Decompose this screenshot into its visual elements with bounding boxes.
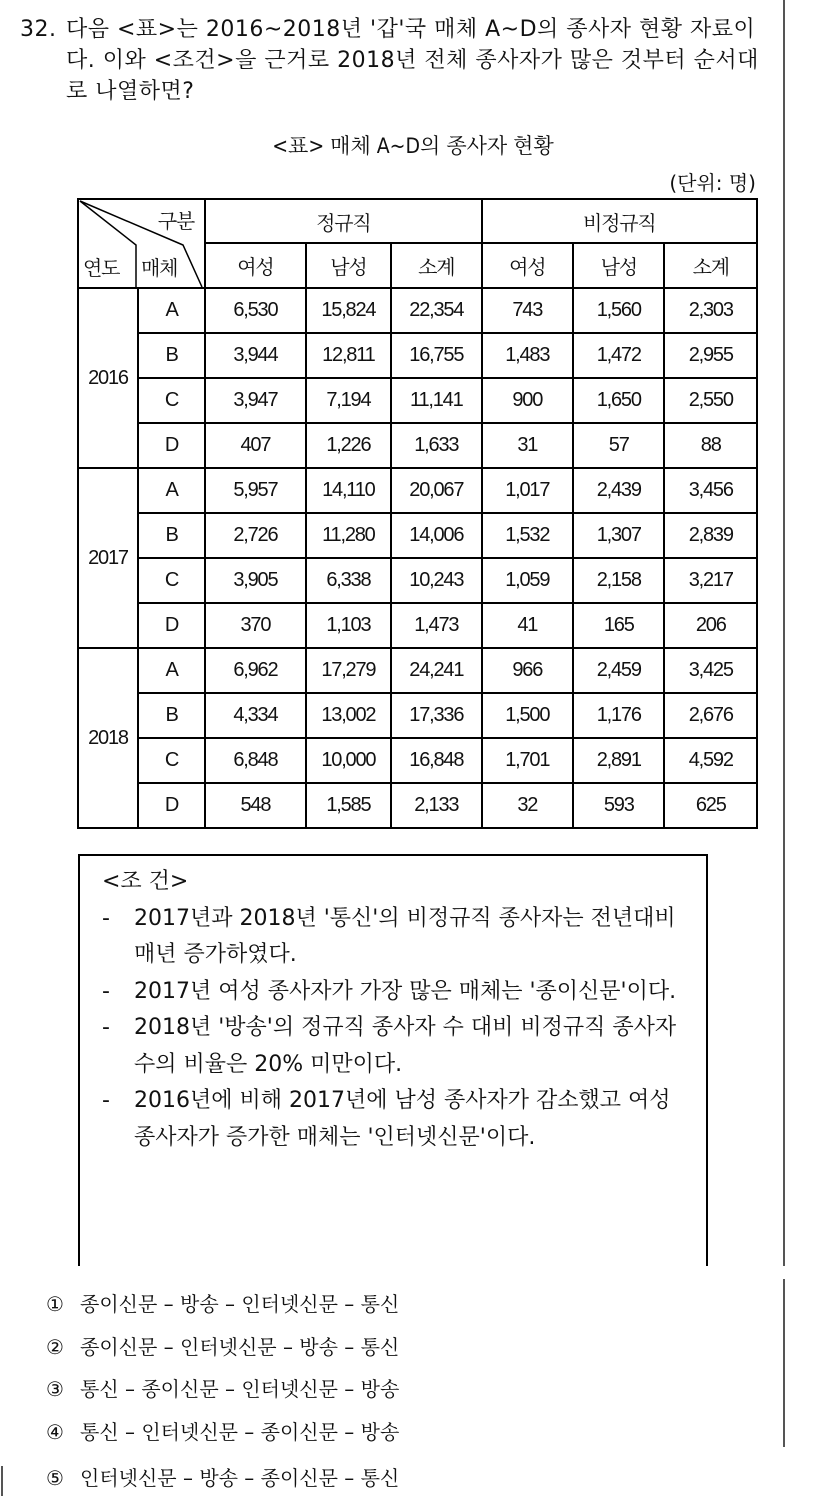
value-cell: 4,334 [205, 693, 306, 738]
value-cell: 17,279 [306, 648, 391, 693]
media-cell: C [138, 738, 205, 783]
value-cell: 22,354 [391, 288, 481, 333]
value-cell: 6,338 [306, 558, 391, 603]
value-cell: 14,006 [391, 513, 481, 558]
value-cell: 10,243 [391, 558, 481, 603]
table-title: <표> 매체 A~D의 종사자 현황 [272, 134, 554, 158]
value-cell: 206 [664, 603, 757, 648]
question-number: 32. [20, 17, 57, 42]
table-row [78, 648, 757, 693]
media-cell: D [138, 783, 205, 828]
table-row [78, 738, 757, 783]
group-header-regular: 정규직 [205, 199, 481, 243]
value-cell: 3,947 [205, 378, 306, 423]
corner-header [78, 199, 205, 288]
choice-5[interactable] [46, 1457, 399, 1500]
condition-item [102, 1083, 688, 1156]
value-cell: 1,701 [482, 738, 573, 783]
media-cell: D [138, 423, 205, 468]
value-cell: 1,473 [391, 603, 481, 648]
value-cell: 31 [482, 423, 573, 468]
choice-text: 종이신문 – 인터넷신문 – 방송 – 통신 [80, 1334, 400, 1359]
value-cell: 1,585 [306, 783, 391, 828]
dash: - [102, 1015, 110, 1040]
choice-text: 통신 – 인터넷신문 – 종이신문 – 방송 [80, 1419, 400, 1444]
condition-text: 2017년 여성 종사자가 가장 많은 매체는 '종이신문'이다. [134, 978, 677, 1004]
value-cell: 1,560 [573, 288, 664, 333]
table-row [78, 558, 757, 603]
value-cell: 3,425 [664, 648, 757, 693]
corner-gubun: 구분 [157, 211, 195, 233]
dash: - [102, 1088, 110, 1113]
group-header-nonregular: 비정규직 [482, 199, 757, 243]
value-cell: 16,755 [391, 333, 481, 378]
conditions-box [78, 854, 708, 1266]
value-cell: 2,459 [573, 648, 664, 693]
subheader: 남성 [306, 243, 391, 288]
condition-text: 2017년과 2018년 '통신'의 비정규직 종사자는 전년대비 매년 증가하였다. [134, 905, 676, 967]
value-cell: 3,905 [205, 558, 306, 603]
value-cell: 548 [205, 783, 306, 828]
value-cell: 3,944 [205, 333, 306, 378]
subheader: 소계 [664, 243, 757, 288]
choice-number: ④ [46, 1419, 64, 1444]
media-cell: B [138, 333, 205, 378]
year-cell: 2018 [78, 648, 138, 828]
dash: - [102, 905, 110, 931]
value-cell: 1,500 [482, 693, 573, 738]
value-cell: 4,592 [664, 738, 757, 783]
value-cell: 32 [482, 783, 573, 828]
choice-number: ① [46, 1292, 64, 1316]
value-cell: 1,483 [482, 333, 573, 378]
subheader: 여성 [205, 243, 306, 288]
value-cell: 6,530 [205, 288, 306, 333]
value-cell: 2,839 [664, 513, 757, 558]
media-cell: A [138, 468, 205, 513]
value-cell: 16,848 [391, 738, 481, 783]
value-cell: 12,811 [306, 333, 391, 378]
value-cell: 17,336 [391, 693, 481, 738]
choice-4[interactable] [46, 1411, 399, 1454]
value-cell: 1,017 [482, 468, 573, 513]
value-cell: 15,824 [306, 288, 391, 333]
value-cell: 1,472 [573, 333, 664, 378]
corner-year: 연도 [83, 258, 120, 280]
table-row [78, 333, 757, 378]
value-cell: 10,000 [306, 738, 391, 783]
choice-1[interactable] [46, 1283, 399, 1326]
value-cell: 24,241 [391, 648, 481, 693]
value-cell: 3,456 [664, 468, 757, 513]
value-cell: 2,133 [391, 783, 481, 828]
table-row [78, 783, 757, 828]
column-divider-line [1, 1466, 3, 1496]
staff-table [77, 198, 758, 829]
condition-item [102, 901, 688, 974]
media-cell: A [138, 648, 205, 693]
table-row [78, 288, 757, 333]
condition-text: 2016년에 비해 2017년에 남성 종사자가 감소했고 여성 종사자가 증가한 매체는 '인터넷신문'이다. [134, 1088, 671, 1150]
conditions-title: <조 건> [102, 869, 189, 894]
condition-item [102, 1010, 688, 1083]
value-cell: 6,962 [205, 648, 306, 693]
condition-text: 2018년 '방송'의 정규직 종사자 수 대비 비정규직 종사자 수의 비율은 20% 미만이다. [134, 1015, 677, 1077]
choice-2[interactable] [46, 1326, 399, 1369]
dash: - [102, 978, 110, 1004]
value-cell: 1,103 [306, 603, 391, 648]
value-cell: 2,439 [573, 468, 664, 513]
value-cell: 14,110 [306, 468, 391, 513]
value-cell: 2,955 [664, 333, 757, 378]
column-divider-line [783, 1279, 785, 1447]
year-cell: 2017 [78, 468, 138, 648]
value-cell: 2,303 [664, 288, 757, 333]
choice-number: ② [46, 1334, 64, 1359]
choice-3[interactable] [46, 1368, 399, 1411]
value-cell: 41 [482, 603, 573, 648]
value-cell: 370 [205, 603, 306, 648]
value-cell: 1,650 [573, 378, 664, 423]
answer-choices [46, 1283, 399, 1500]
value-cell: 6,848 [205, 738, 306, 783]
value-cell: 2,158 [573, 558, 664, 603]
question-text: 다음 <표>는 2016~2018년 '갑'국 매체 A~D의 종사자 현황 자료이다. 이와 <조건>을 근거로 2018년 전체 종사자가 많은 것부터 순서대로 나열하면? [66, 17, 759, 104]
value-cell: 593 [573, 783, 664, 828]
value-cell: 1,307 [573, 513, 664, 558]
value-cell: 1,176 [573, 693, 664, 738]
media-cell: B [138, 513, 205, 558]
column-divider-line [783, 0, 785, 1266]
table-row [78, 693, 757, 738]
value-cell: 3,217 [664, 558, 757, 603]
choice-text: 인터넷신문 – 방송 – 종이신문 – 통신 [80, 1466, 400, 1490]
subheader: 소계 [391, 243, 481, 288]
value-cell: 2,726 [205, 513, 306, 558]
choice-number: ⑤ [46, 1466, 64, 1490]
corner-media: 매체 [141, 258, 178, 280]
table-row [78, 423, 757, 468]
value-cell: 165 [573, 603, 664, 648]
media-cell: C [138, 558, 205, 603]
value-cell: 1,226 [306, 423, 391, 468]
value-cell: 5,957 [205, 468, 306, 513]
value-cell: 13,002 [306, 693, 391, 738]
value-cell: 900 [482, 378, 573, 423]
value-cell: 1,059 [482, 558, 573, 603]
value-cell: 966 [482, 648, 573, 693]
subheader: 남성 [573, 243, 664, 288]
value-cell: 7,194 [306, 378, 391, 423]
value-cell: 1,633 [391, 423, 481, 468]
value-cell: 1,532 [482, 513, 573, 558]
value-cell: 20,067 [391, 468, 481, 513]
value-cell: 11,280 [306, 513, 391, 558]
media-cell: D [138, 603, 205, 648]
value-cell: 2,891 [573, 738, 664, 783]
media-cell: B [138, 693, 205, 738]
value-cell: 57 [573, 423, 664, 468]
table-row [78, 378, 757, 423]
media-cell: C [138, 378, 205, 423]
table-row [78, 468, 757, 513]
choice-text: 통신 – 종이신문 – 인터넷신문 – 방송 [80, 1377, 400, 1401]
value-cell: 407 [205, 423, 306, 468]
choice-number: ③ [46, 1377, 64, 1401]
value-cell: 625 [664, 783, 757, 828]
value-cell: 743 [482, 288, 573, 333]
question [20, 14, 760, 107]
choice-text: 종이신문 – 방송 – 인터넷신문 – 통신 [80, 1292, 400, 1316]
value-cell: 11,141 [391, 378, 481, 423]
table-row [78, 513, 757, 558]
condition-item [102, 974, 688, 1011]
value-cell: 88 [664, 423, 757, 468]
value-cell: 2,676 [664, 693, 757, 738]
value-cell: 2,550 [664, 378, 757, 423]
media-cell: A [138, 288, 205, 333]
table-unit: (단위: 명) [669, 171, 756, 195]
table-row [78, 603, 757, 648]
subheader: 여성 [482, 243, 573, 288]
year-cell: 2016 [78, 288, 138, 468]
